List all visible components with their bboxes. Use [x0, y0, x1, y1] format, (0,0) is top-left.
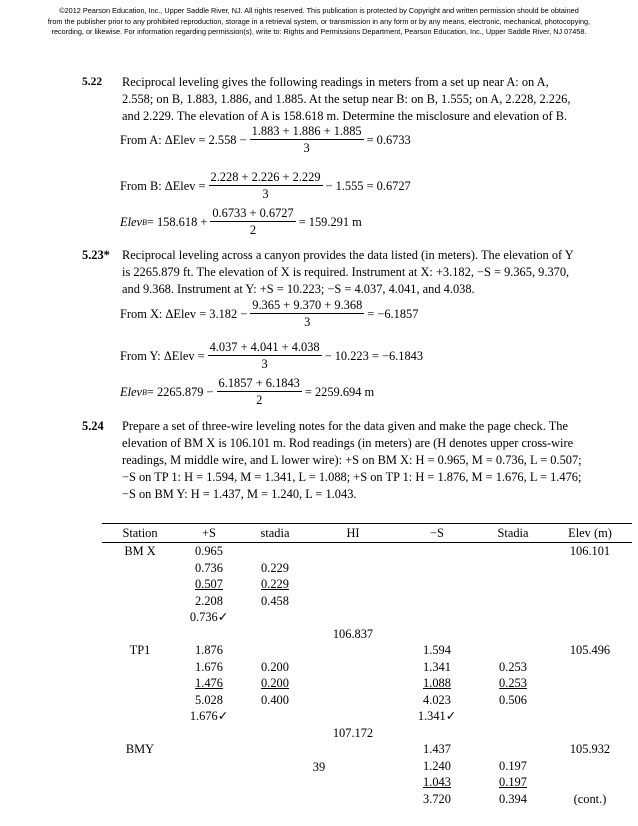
- equation-from-y: [120, 340, 423, 372]
- table-row: [102, 675, 632, 692]
- eq-prefix: Elev: [120, 214, 143, 229]
- denominator: 2: [256, 393, 263, 407]
- table-cell: [310, 741, 396, 758]
- table-header-row: [102, 524, 632, 543]
- table-cell: 0.200: [261, 676, 289, 690]
- table-cell: 0.736✓: [189, 610, 229, 624]
- table-cell: 106.837: [332, 626, 374, 641]
- col-header: stadia: [240, 524, 310, 543]
- fraction: [209, 170, 323, 202]
- eq-prefix: From X: ΔElev = 3.182 −: [120, 306, 248, 321]
- table-cell: [310, 791, 396, 808]
- table-cell: [310, 642, 396, 659]
- table-cell: 1.043: [423, 775, 451, 789]
- numerator: 6.1857 + 6.1843: [218, 376, 300, 390]
- table-cell: [310, 593, 396, 610]
- table-cell: [396, 725, 478, 742]
- problem-text: Prepare a set of three-wire leveling notes for the data given and make the page check. The elevation of BM X is 106.101 m. Rod readings (in meters) are (H denotes upper cross-wire readings, M middle wire, and L lower wire): +S on BM X: H = 0.965, M = 0.736, L = 0.507; −S on TP 1: H = 1.594, M = 1.341, L = 1.088; +S on TP 1: H = 1.876, M = 1.676, L = 1.476; −S on BM Y: H = 1.437, M = 1.240, L = 1.043.: [122, 419, 582, 501]
- table-cell: [102, 725, 178, 742]
- table-cell: [102, 576, 178, 593]
- table-cell: [102, 692, 178, 709]
- table-cell: [478, 741, 548, 758]
- table-cell: 1.341✓: [417, 709, 457, 723]
- numerator: 0.6733 + 0.6727: [212, 206, 294, 220]
- table-cell: 1.594: [423, 643, 451, 657]
- eq-prefix: From Y: ΔElev =: [120, 348, 205, 363]
- table-cell: [396, 593, 478, 610]
- table-row: [102, 692, 632, 709]
- table-row: [102, 626, 632, 643]
- table-cell: [396, 609, 478, 626]
- table-cell: 1.088: [423, 676, 451, 690]
- eq-result: − 1.555 = 0.6727: [325, 178, 411, 193]
- table-cell: [102, 675, 178, 692]
- table-cell: [102, 708, 178, 725]
- table-row: [102, 543, 632, 560]
- problem-5-24: [82, 418, 582, 503]
- problem-number: 5.23*: [82, 248, 110, 262]
- equation-from-b: [120, 170, 411, 202]
- problem-text: Reciprocal leveling gives the following readings in meters from a set up near A: on A, 2.558; on B, 1.883, 1.886, and 1.885. At the setup near B: on B, 1.555; on A, 2.228, 2.226, and 2.229. The elevation of A is 158.618 m. Determine the misclosure and elevation of B.: [122, 75, 571, 123]
- equation-from-a: [120, 124, 411, 156]
- table-cell: [548, 593, 632, 610]
- table-cell: [102, 774, 178, 791]
- table-cell: [548, 725, 632, 742]
- numerator: 9.365 + 9.370 + 9.368: [252, 298, 363, 312]
- table-cell: [240, 741, 310, 758]
- col-header: −S: [396, 524, 478, 543]
- eq-result: = 2259.694 m: [304, 384, 375, 399]
- table-cell: [396, 543, 478, 560]
- table-cell: 0.458: [261, 593, 289, 608]
- table-cell: 0.736: [195, 560, 223, 575]
- table-cell: 0.197: [499, 775, 527, 789]
- copyright-notice: [0, 6, 638, 38]
- eq-prefix: From B: ΔElev =: [120, 178, 206, 193]
- table-cell: [310, 543, 396, 560]
- copyright-line: from the publisher prior to any prohibited reproduction, storage in a retrieval system, or transmission in any form or by any means, electronic, mechanical, photocopying,: [47, 16, 591, 26]
- table-cell: [310, 609, 396, 626]
- page-number: 39: [312, 760, 326, 774]
- table-cell: [240, 626, 310, 643]
- table-cell: 1.876: [195, 643, 223, 657]
- table-cell: [548, 675, 632, 692]
- table-cell: [240, 543, 310, 560]
- table-cell: 1.676✓: [189, 709, 229, 723]
- fraction: [210, 206, 295, 238]
- table-cell: (cont.): [573, 791, 607, 806]
- equation-elev-b: [120, 206, 362, 238]
- table-cell: 5.028: [195, 692, 223, 707]
- table-row: [102, 576, 632, 593]
- copyright-line: ©2012 Pearson Education, Inc., Upper Saddle River, NJ. All rights reserved. This publication is protected by Copyright and written permission should be obtained: [59, 6, 579, 15]
- equation-elev-b-2: [120, 376, 374, 408]
- eq-result: = 159.291 m: [298, 214, 362, 229]
- table-row: [102, 791, 632, 808]
- table-row: [102, 708, 632, 725]
- table-cell: 1.240: [423, 758, 451, 773]
- eq-result: = 0.6733: [366, 132, 411, 147]
- table-cell: 4.023: [423, 692, 451, 707]
- problem-5-23: [82, 247, 582, 298]
- table-cell: [478, 626, 548, 643]
- eq-mid: = 158.618 +: [146, 214, 208, 229]
- table-cell: [240, 791, 310, 808]
- table-cell: [548, 609, 632, 626]
- denominator: 3: [303, 141, 310, 155]
- copyright-line: recording, or likewise. For information regarding permission(s), write to: Rights and Permissions Department, Pearson Education, Inc., Upper Saddle River, NJ 07458.: [51, 27, 587, 36]
- equation-from-x: [120, 298, 418, 330]
- table-cell: 3.720: [423, 791, 451, 806]
- eq-prefix: From A: ΔElev = 2.558 −: [120, 132, 247, 147]
- table-cell: [178, 725, 240, 742]
- table-cell: 0.200: [261, 659, 289, 674]
- eq-result: = −6.1857: [367, 306, 419, 321]
- table-cell: [548, 659, 632, 676]
- table-cell: [478, 708, 548, 725]
- denominator: 3: [261, 357, 268, 371]
- table-row: [102, 593, 632, 610]
- table-cell: 1.676: [195, 659, 223, 674]
- table-cell: [548, 708, 632, 725]
- fraction: [217, 376, 302, 408]
- denominator: 2: [249, 223, 257, 237]
- table-cell: [102, 626, 178, 643]
- subscript: B: [142, 387, 147, 397]
- problem-number: 5.22: [82, 76, 103, 88]
- eq-mid: = 2265.879 −: [146, 384, 214, 399]
- table-cell: 1.341: [423, 659, 451, 674]
- problem-number: 5.24: [82, 419, 104, 433]
- table-cell: 2.208: [195, 593, 223, 608]
- eq-result: − 10.223 = −6.1843: [324, 348, 424, 363]
- table-cell: 107.172: [332, 725, 374, 740]
- fraction: [208, 340, 322, 372]
- table-row: [102, 560, 632, 577]
- table-cell: [478, 593, 548, 610]
- table-row: [102, 659, 632, 676]
- table-cell: 0.394: [499, 791, 527, 806]
- numerator: 2.228 + 2.226 + 2.229: [210, 170, 321, 184]
- table-cell: [478, 543, 548, 560]
- table-cell: [240, 642, 310, 659]
- table-cell: [240, 774, 310, 791]
- table-cell: [478, 725, 548, 742]
- table-cell: [102, 791, 178, 808]
- table-cell: 0.965: [195, 544, 223, 558]
- table-cell: [310, 675, 396, 692]
- col-header: +S: [178, 524, 240, 543]
- table-cell: BMY: [125, 742, 155, 756]
- table-cell: 105.496: [569, 643, 611, 657]
- table-cell: [240, 708, 310, 725]
- table-cell: 0.197: [499, 758, 527, 773]
- table-cell: [102, 593, 178, 610]
- table-cell: [548, 774, 632, 791]
- table-cell: [310, 692, 396, 709]
- table-cell: 0.253: [499, 676, 527, 690]
- table-row: [102, 741, 632, 758]
- table-cell: [102, 659, 178, 676]
- table-cell: [240, 725, 310, 742]
- table-cell: [548, 692, 632, 709]
- table-cell: [548, 560, 632, 577]
- table-cell: 0.506: [499, 692, 527, 707]
- table-cell: TP1: [129, 643, 151, 657]
- problem-text: Reciprocal leveling across a canyon provides the data listed (in meters). The elevation of Y is 2265.879 ft. The elevation of X is required. Instrument at X: +3.182, −S = 9.365, 9.370, and 9.368. Instrument at Y: +S = 10.223; −S = 4.037, 4.041, and 4.038.: [122, 248, 574, 296]
- table-cell: [178, 774, 240, 791]
- eq-prefix: Elev: [120, 384, 143, 399]
- table-cell: [548, 576, 632, 593]
- fraction: [250, 124, 364, 156]
- problem-5-22: [82, 74, 582, 125]
- table-cell: [102, 609, 178, 626]
- subscript: B: [142, 217, 147, 227]
- col-header: Elev (m): [548, 524, 632, 543]
- table-cell: [478, 642, 548, 659]
- numerator: 1.883 + 1.886 + 1.885: [251, 124, 362, 138]
- table-cell: [310, 774, 396, 791]
- table-cell: 0.253: [499, 659, 527, 674]
- table-cell: [240, 609, 310, 626]
- table-cell: [396, 626, 478, 643]
- table-cell: [478, 609, 548, 626]
- col-header: Station: [102, 524, 178, 543]
- table-cell: [396, 560, 478, 577]
- denominator: 3: [304, 315, 311, 329]
- table-cell: 0.229: [261, 560, 289, 575]
- table-cell: 0.507: [195, 577, 223, 591]
- table-cell: 1.476: [195, 676, 223, 690]
- fraction: [250, 298, 364, 330]
- table-cell: [478, 560, 548, 577]
- table-cell: [178, 626, 240, 643]
- table-cell: 0.400: [261, 692, 289, 707]
- col-header: HI: [310, 524, 396, 543]
- table-cell: BM X: [124, 544, 156, 558]
- table-row: [102, 642, 632, 659]
- table-cell: [396, 576, 478, 593]
- table-cell: [178, 741, 240, 758]
- col-header: Stadia: [478, 524, 548, 543]
- table-row: [102, 609, 632, 626]
- numerator: 4.037 + 4.041 + 4.038: [209, 340, 320, 354]
- table-cell: [310, 560, 396, 577]
- table-cell: [310, 659, 396, 676]
- table-cell: 0.229: [261, 577, 289, 591]
- table-cell: 106.101: [569, 544, 611, 558]
- table-cell: 105.932: [569, 742, 611, 756]
- table-row: [102, 725, 632, 742]
- table-cell: [478, 576, 548, 593]
- table-row: [102, 774, 632, 791]
- table-cell: [178, 791, 240, 808]
- table-cell: [548, 626, 632, 643]
- table-cell: [102, 560, 178, 577]
- table-cell: 1.437: [423, 742, 451, 756]
- denominator: 3: [262, 187, 269, 201]
- table-cell: [310, 576, 396, 593]
- table-cell: [310, 708, 396, 725]
